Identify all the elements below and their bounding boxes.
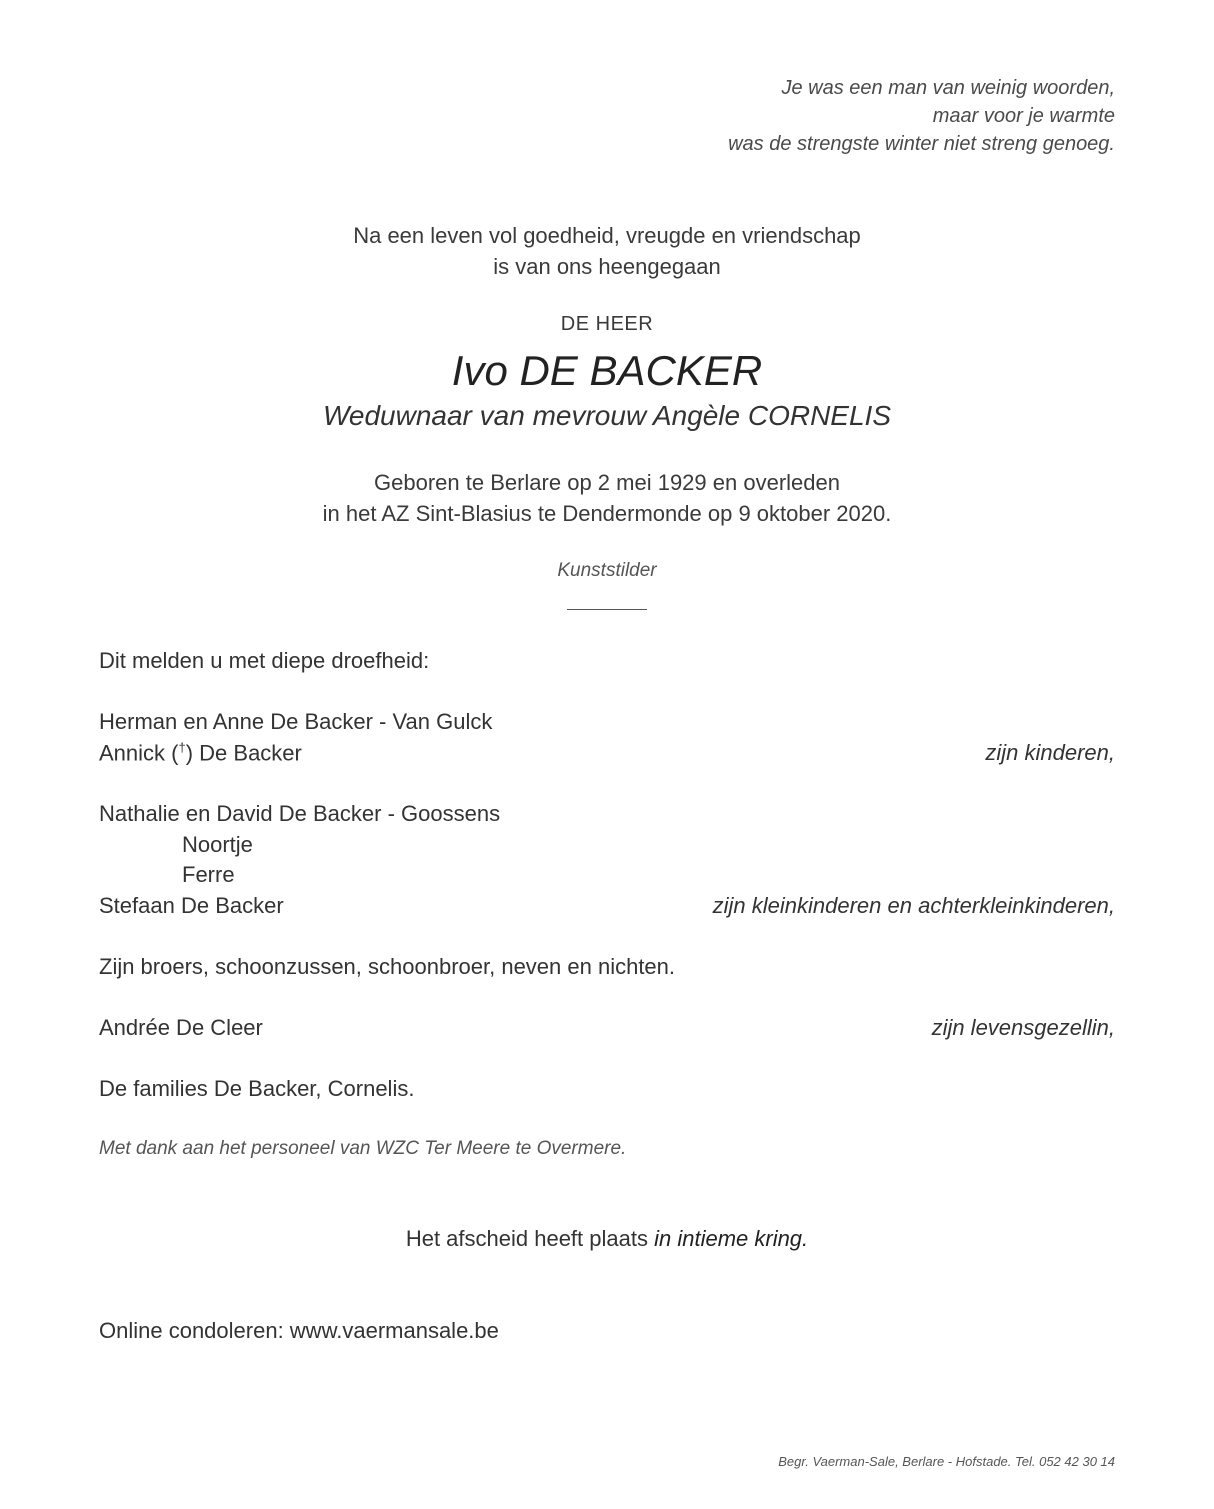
families-line: De families De Backer, Cornelis. [99,1076,415,1101]
child-line-2-prefix: Annick ( [99,740,179,766]
dates-line-1: Geboren te Berlare op 2 mei 1929 en overleden [374,470,840,495]
siblings-line: Zijn broers, schoonzussen, schoonbroer, neven en nichten. [99,954,676,979]
farewell-prefix: Het afscheid heeft plaats [405,1226,655,1251]
thanks-note: Met dank aan het personeel van WZC Ter Meere te Overmere. [99,1138,627,1159]
dates-line-2: in het AZ Sint-Blasius te Dendermonde op 9 oktober 2020. [322,501,892,526]
quote-line-2: maar voor je warmte [932,105,1115,127]
farewell-line [0,1226,1214,1252]
family-heading: Dit melden u met diepe droefheid: [99,648,430,673]
quote-line-3: was de strengste winter niet streng genoeg. [728,133,1115,155]
funeral-home-footer: Begr. Vaerman-Sale, Berlare - Hofstade. Tel. 052 42 30 14 [778,1454,1115,1469]
opening-quote [728,74,1115,158]
online-condolences: Online condoleren: www.vaermansale.be [99,1318,499,1343]
intro-line-2: is van ons heengegaan [493,254,721,279]
child-line-2 [99,740,302,766]
grandchildren-relation: zijn kleinkinderen en achterkleinkinderen, [712,893,1115,918]
intro-line-1: Na een leven vol goedheid, vreugde en vriendschap [353,223,861,248]
widower-line: Weduwnaar van mevrouw Angèle CORNELIS [322,400,892,431]
farewell-emphasis: in intieme kring. [654,1226,809,1251]
grandchild-line-4: Stefaan De Backer [99,893,284,918]
intro-text [0,220,1214,282]
child-line-1: Herman en Anne De Backer - Van Gulck [99,709,493,734]
great-grandchild-2: Ferre [182,862,235,887]
child-line-2-suffix: ) De Backer [185,740,302,766]
divider [567,609,647,610]
birth-death-dates [0,467,1214,529]
partner-relation: zijn levensgezellin, [931,1015,1115,1040]
profession: Kunststilder [557,560,657,581]
cross-icon: † [178,740,186,755]
salutation: DE HEER [560,313,654,335]
children-relation: zijn kinderen, [985,740,1115,765]
grandchild-line-1: Nathalie en David De Backer - Goossens [99,801,501,826]
great-grandchild-1: Noortje [182,832,253,857]
partner-name: Andrée De Cleer [99,1015,263,1040]
deceased-name: Ivo DE BACKER [451,347,763,394]
quote-line-1: Je was een man van weinig woorden, [781,77,1115,99]
